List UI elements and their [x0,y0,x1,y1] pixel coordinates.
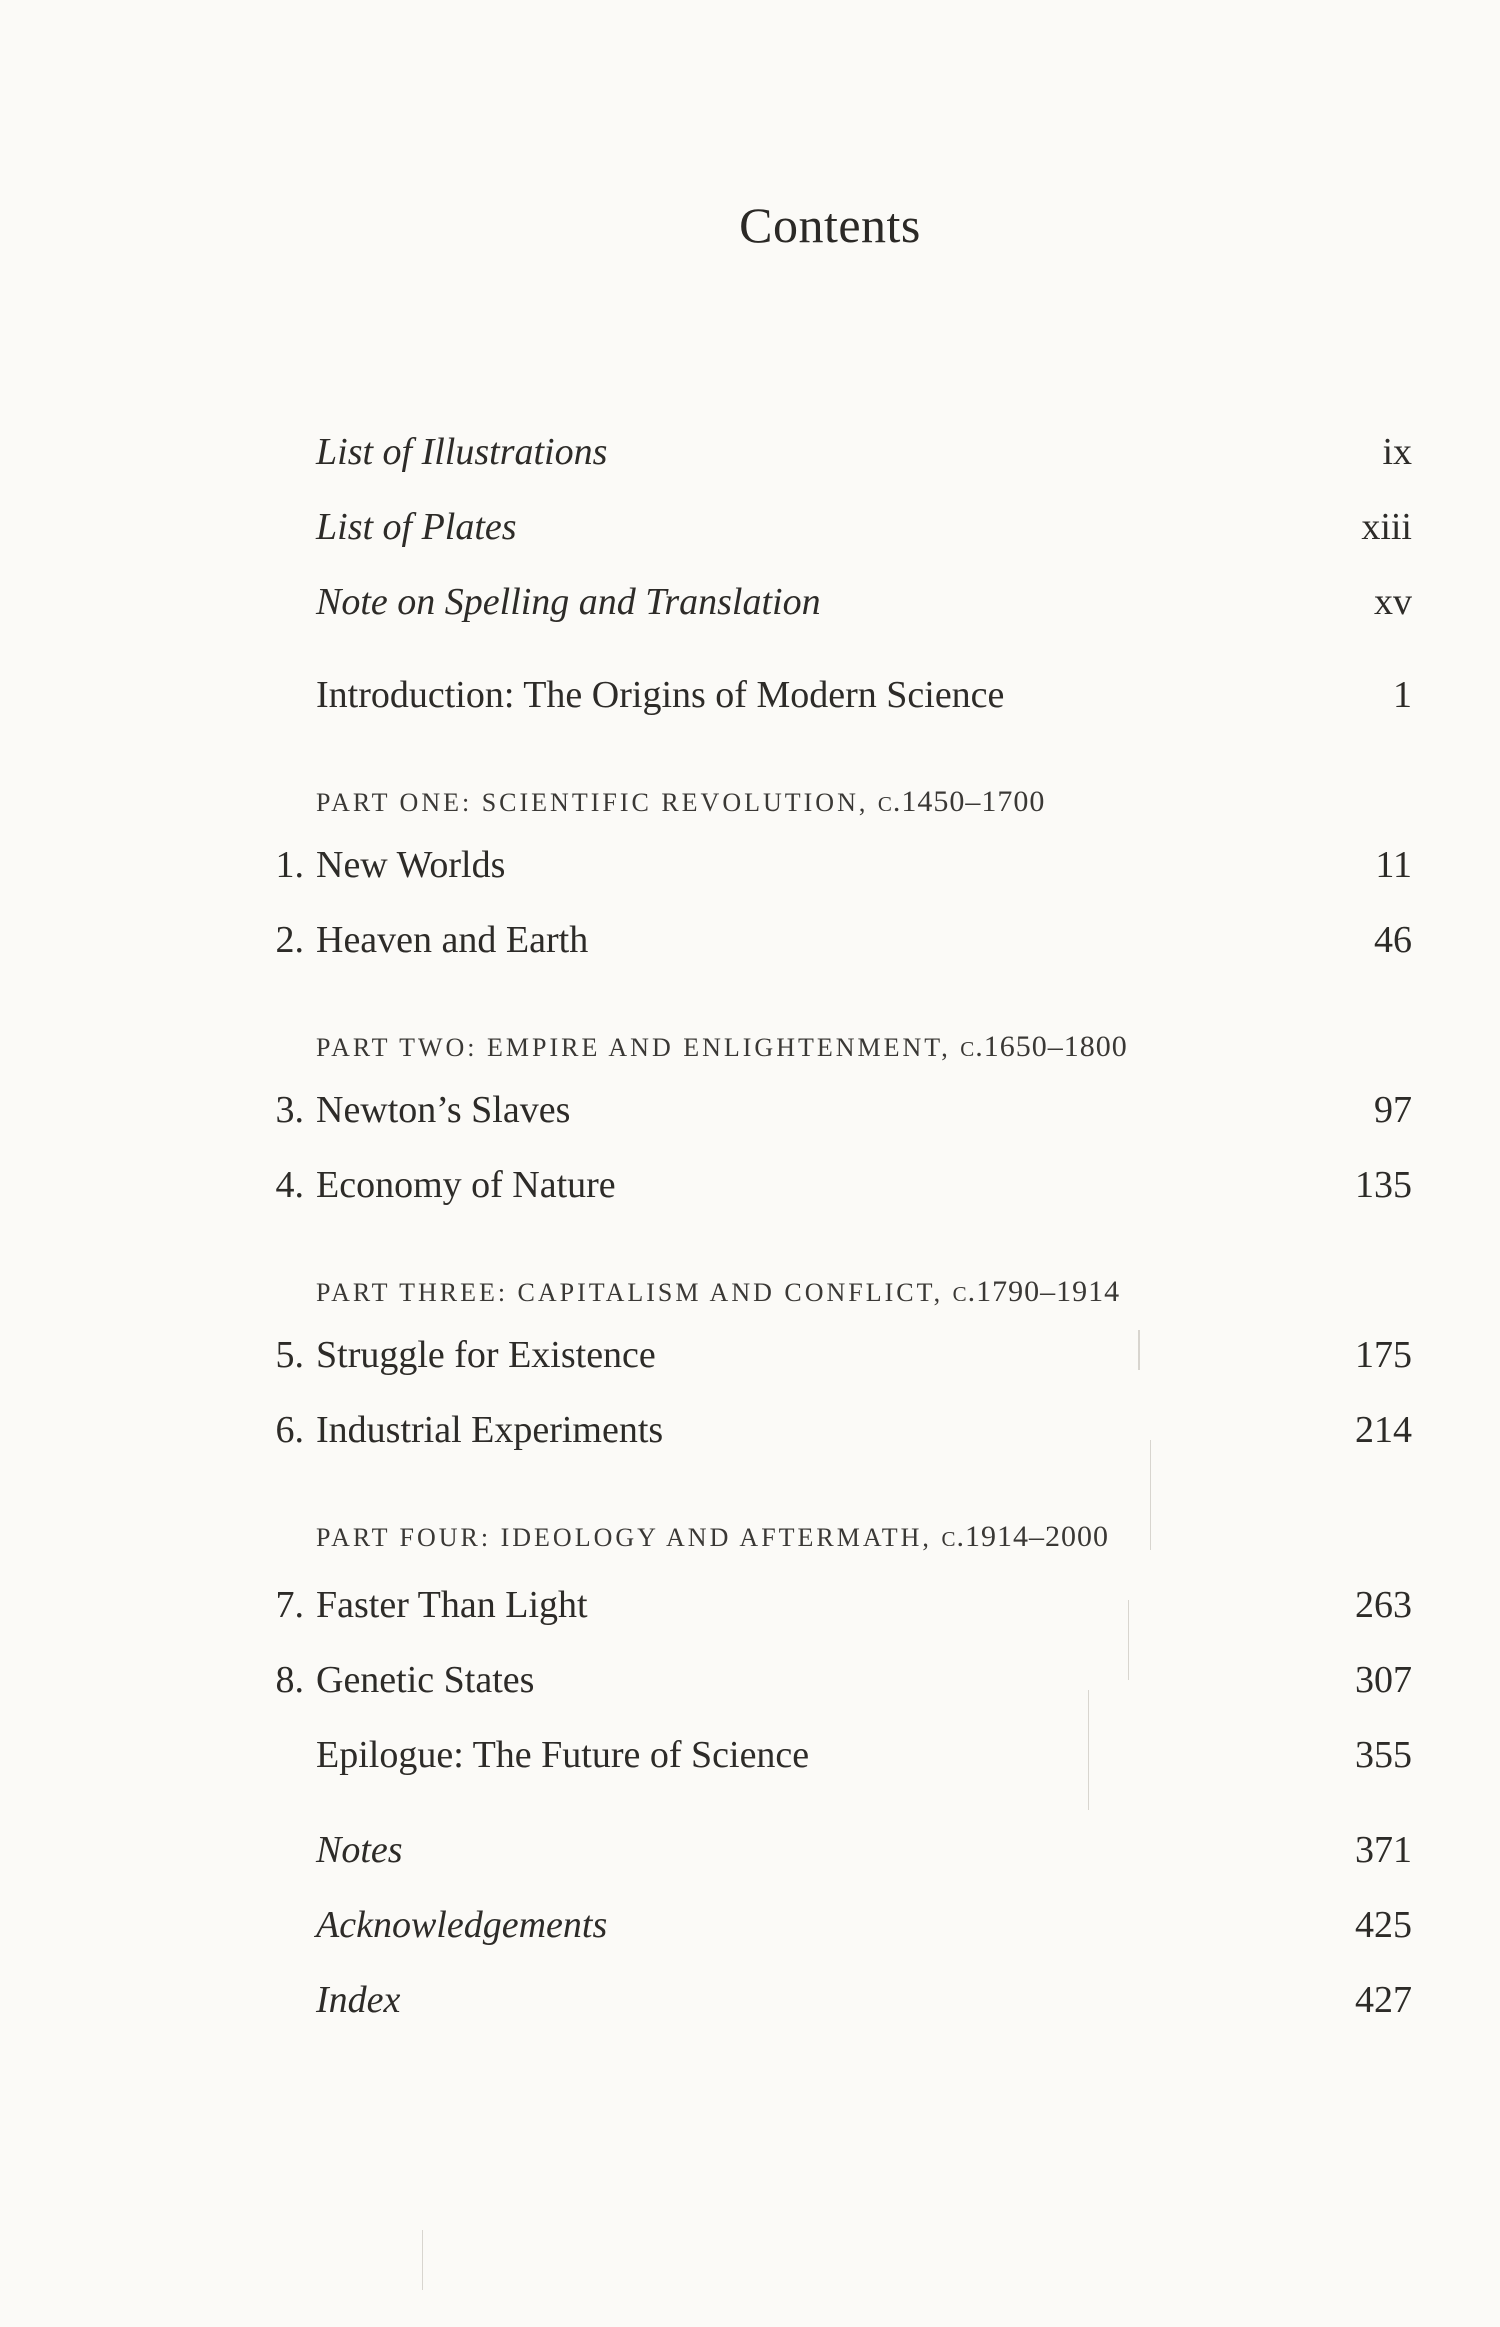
chapter-number: 3. [275,1089,304,1131]
toc-entry-chapter-7[interactable] [0,1583,1500,1643]
part-heading-date: c.1650–1800 [960,1030,1128,1063]
toc-entry-label: List of Plates [316,506,517,548]
part-heading-text: PART THREE: CAPITALISM AND CONFLICT, [316,1278,944,1307]
toc-entry-label: Newton’s Slaves [316,1089,571,1131]
toc-entry-page: 307 [1355,1659,1412,1701]
toc-entry-page: 46 [1374,919,1412,961]
scan-mark [1128,1600,1129,1680]
part-heading-text: PART ONE: SCIENTIFIC REVOLUTION, [316,788,869,817]
toc-entry-label: Economy of Nature [316,1164,616,1206]
toc-entry-epilogue[interactable] [0,1733,1500,1793]
toc-entry-note-on-spelling[interactable] [0,580,1500,640]
toc-entry-label: Heaven and Earth [316,919,589,961]
part-heading-date: c.1450–1700 [877,785,1046,818]
chapter-number: 2. [275,919,304,961]
toc-entry-page: ix [1382,431,1412,473]
toc-entry-page: 263 [1355,1584,1412,1626]
toc-entry-page: 175 [1355,1334,1412,1376]
part-heading-text: PART TWO: EMPIRE AND ENLIGHTENMENT, [316,1033,951,1062]
toc-entry-chapter-2[interactable] [0,918,1500,978]
toc-entry-label: New Worlds [316,844,506,886]
toc-entry-chapter-6[interactable] [0,1408,1500,1468]
scan-mark [1150,1440,1151,1550]
chapter-number: 8. [275,1659,304,1701]
toc-entry-page: 1 [1393,674,1412,716]
toc-entry-chapter-4[interactable] [0,1163,1500,1223]
toc-entry-label: Genetic States [316,1659,535,1701]
toc-entry-label: List of Illustrations [316,431,608,473]
toc-entry-page: 135 [1355,1164,1412,1206]
toc-entry-page: xv [1374,581,1412,623]
page-title: Contents [739,197,921,253]
toc-entry-page: 355 [1355,1734,1412,1776]
chapter-number: 4. [275,1164,304,1206]
toc-entry-list-of-illustrations[interactable] [0,430,1500,490]
toc-entry-chapter-8[interactable] [0,1658,1500,1718]
toc-entry-page: 427 [1355,1979,1412,2021]
scan-mark [422,2230,423,2290]
toc-entry-chapter-3[interactable] [0,1088,1500,1148]
toc-entry-index[interactable] [0,1978,1500,2038]
toc-entry-label: Struggle for Existence [316,1334,656,1376]
part-heading-one [316,785,1045,819]
toc-entry-label: Notes [316,1829,403,1871]
toc-entry-label: Acknowledgements [316,1904,608,1946]
toc-entry-label: Faster Than Light [316,1584,588,1626]
scan-mark [1138,1330,1140,1370]
chapter-number: 1. [275,844,304,886]
toc-entry-page: xiii [1361,506,1412,548]
toc-entry-page: 371 [1355,1829,1412,1871]
toc-entry-label: Index [316,1979,401,2021]
toc-entry-chapter-5[interactable] [0,1333,1500,1393]
part-heading-two [316,1030,1128,1064]
toc-entry-acknowledgements[interactable] [0,1903,1500,1963]
part-heading-date: c.1914–2000 [941,1520,1109,1553]
part-heading-three [316,1275,1120,1309]
toc-entry-list-of-plates[interactable] [0,505,1500,565]
toc-entry-label: Introduction: The Origins of Modern Science [316,674,1005,716]
toc-entry-page: 214 [1355,1409,1412,1451]
toc-entry-label: Industrial Experiments [316,1409,664,1451]
toc-entry-label: Note on Spelling and Translation [316,581,821,623]
toc-entry-label: Epilogue: The Future of Science [316,1734,810,1776]
toc-entry-page: 97 [1374,1089,1412,1131]
part-heading-date: c.1790–1914 [952,1275,1121,1308]
chapter-number: 5. [275,1334,304,1376]
part-heading-text: PART FOUR: IDEOLOGY AND AFTERMATH, [316,1523,932,1552]
toc-entry-introduction[interactable] [0,673,1500,733]
chapter-number: 7. [275,1584,304,1626]
scan-mark [1088,1690,1089,1810]
chapter-number: 6. [275,1409,304,1451]
toc-entry-notes[interactable] [0,1828,1500,1888]
toc-entry-page: 11 [1375,844,1412,886]
toc-entry-chapter-1[interactable] [0,843,1500,903]
toc-entry-page: 425 [1355,1904,1412,1946]
part-heading-four [316,1520,1109,1554]
